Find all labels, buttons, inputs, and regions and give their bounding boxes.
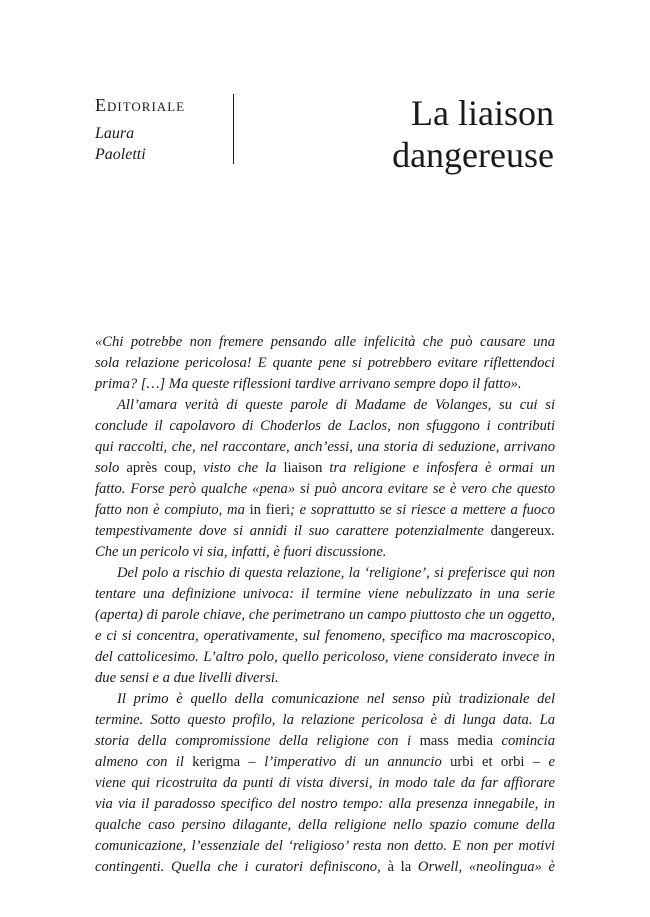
text-segment: «Chi potrebbe non fremere pensando alle infelicità che può causare una	[95, 334, 555, 350]
text-line	[95, 584, 555, 605]
text-line	[95, 626, 555, 647]
text-line	[95, 836, 555, 857]
text-line	[95, 815, 555, 836]
text-line	[95, 374, 555, 395]
text-segment: due sensi e a due livelli diversi.	[95, 670, 279, 686]
text-segment: conclude il capolavoro di Choderlos de Laclos, non sfuggono i contributi	[95, 418, 555, 434]
text-segment: ; e soprattutto se si riesce a mettere a fuoco	[290, 502, 555, 518]
text-line	[95, 668, 555, 689]
text-segment: del cattolicesimo. L’altro polo, quello pericoloso, viene considerato invece in	[95, 649, 555, 665]
text-segment: qualche caso persino dilagante, della religione nello spazio comune della	[95, 817, 555, 833]
author-name	[95, 123, 230, 165]
text-segment: fatto non è compiuto, ma	[95, 502, 250, 518]
text-segment: e ci si concentra, operativamente, sul fenomeno, specifico ma macroscopico,	[95, 628, 555, 644]
upright-term: dangereux	[490, 523, 552, 539]
text-segment: solo	[95, 460, 127, 476]
title-line: dangereuse	[392, 135, 554, 175]
text-segment: contingenti. Quella che i curatori definiscono,	[95, 859, 388, 875]
upright-term: in fieri	[249, 502, 291, 518]
upright-term: mass media	[419, 733, 493, 749]
upright-term: liaison	[283, 460, 323, 476]
text-line	[95, 395, 555, 416]
body-text	[95, 332, 555, 878]
text-line	[95, 563, 555, 584]
page-title	[392, 92, 554, 176]
text-segment: tentare una definizione univoca: il termine viene nebulizzato in una serie	[95, 586, 555, 602]
text-segment: comunicazione, l’essenziale del ‘religioso’ resta non detto. E non per motivi	[95, 838, 555, 854]
text-line	[95, 332, 555, 353]
section-label: Editoriale	[95, 95, 186, 115]
text-segment: tempestivamente dove si annidi il suo carattere potenzialmente	[95, 523, 491, 539]
text-line	[95, 479, 555, 500]
text-line	[95, 500, 555, 521]
text-line	[95, 794, 555, 815]
text-segment: Orwell, «neolingua» è	[411, 859, 555, 875]
upright-term: urbi et orbi	[450, 754, 525, 770]
header-divider	[233, 94, 234, 164]
text-line	[95, 689, 555, 710]
text-segment: Che un pericolo vi sia, infatti, è fuori discussione.	[95, 544, 387, 560]
text-segment: qui raccolti, che, nel raccontare, anch’essi, una storia di seduzione, arrivano	[95, 439, 555, 455]
text-line	[95, 605, 555, 626]
title-line: La liaison	[411, 93, 554, 133]
author-last-name: Paoletti	[95, 146, 146, 163]
text-segment: storia della compromissione della religione con i	[95, 733, 420, 749]
text-line	[95, 710, 555, 731]
text-line	[95, 542, 555, 563]
text-segment: termine. Sotto questo profilo, la relazione pericolosa è di lunga data. La	[95, 712, 555, 728]
upright-term: après coup	[126, 460, 193, 476]
text-segment: via via il paradosso specifico del nostro tempo: alla presenza innegabile, in	[95, 796, 555, 812]
text-segment: prima? […] Ma queste riflessioni tardive arrivano sempre dopo il fatto».	[95, 376, 522, 392]
text-segment: tra religione e infosfera è ormai un	[322, 460, 555, 476]
text-segment: almeno con il	[95, 754, 193, 770]
text-segment: , visto che la	[192, 460, 284, 476]
text-line	[95, 521, 555, 542]
text-line	[95, 773, 555, 794]
upright-term: kerigma	[192, 754, 241, 770]
text-line	[95, 416, 555, 437]
text-line	[95, 857, 555, 878]
text-segment: Del polo a rischio di questa relazione, la ‘religione’, si preferisce qui non	[117, 565, 555, 581]
text-segment: – e	[524, 754, 555, 770]
text-line	[95, 752, 555, 773]
text-segment: comincia	[492, 733, 555, 749]
text-segment: sola relazione pericolosa! E quante pene si potrebbero evitare riflettendoci	[95, 355, 555, 371]
text-line	[95, 731, 555, 752]
header-left	[95, 93, 230, 165]
text-line	[95, 353, 555, 374]
text-segment: – l’imperativo di un annuncio	[240, 754, 451, 770]
text-segment: (aperta) di parole chiave, che perimetrano un campo piuttosto che un oggetto,	[95, 607, 555, 623]
author-first-name: Laura	[95, 125, 135, 142]
text-segment: Il primo è quello della comunicazione nel senso più tradizionale del	[117, 691, 555, 707]
text-segment: viene qui ricostruita da punti di vista diversi, in modo tale da far affiorare	[95, 775, 555, 791]
text-segment: All’amara verità di queste parole di Madame de Volanges, su cui si	[117, 397, 555, 413]
text-segment: .	[551, 523, 555, 539]
text-segment: fatto. Forse però qualche «pena» si può ancora evitare se è vero che questo	[95, 481, 555, 497]
text-line	[95, 437, 555, 458]
upright-term: à la	[387, 859, 412, 875]
text-line	[95, 458, 555, 479]
text-line	[95, 647, 555, 668]
